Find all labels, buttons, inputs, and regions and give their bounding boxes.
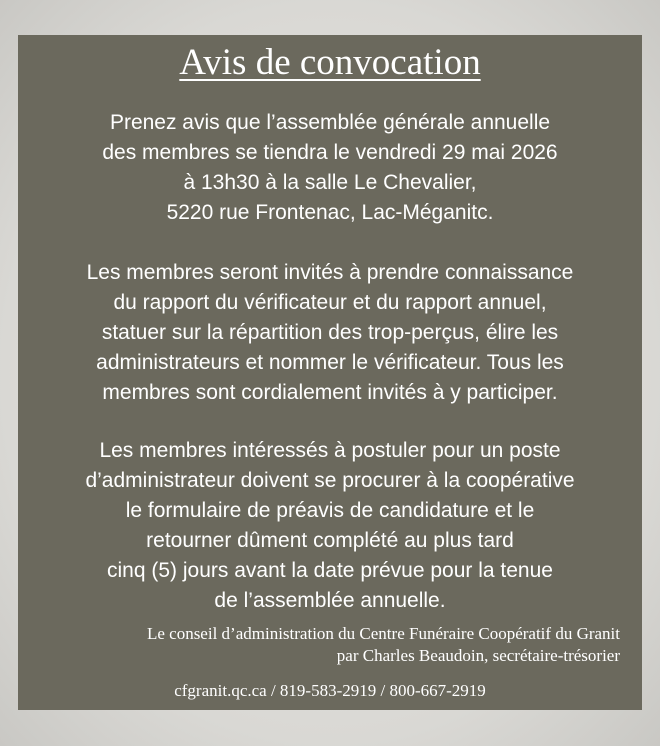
contact-line: cfgranit.qc.ca / 819-583-2919 / 800-667-2919 [174,681,486,700]
paragraph-line: d’administrateur doivent se procurer à la coopérative [85,469,575,492]
notice-title: Avis de convocation [179,42,481,83]
paragraph-line: de l’assemblée annuelle. [214,589,446,612]
signature-line: Le conseil d’administration du Centre Funéraire Coopératif du Granit [146,624,620,643]
paragraph-line: administrateurs et nommer le vérificateur. Tous les [96,351,564,374]
agenda-paragraph [18,258,642,408]
notice-panel [18,35,642,710]
paragraph-line: statuer sur la répartition des trop-perçus, élire les [101,321,559,344]
paragraph-line: à 13h30 à la salle Le Chevalier, [183,171,477,194]
paragraph-line: Prenez avis que l’assemblée générale annuelle [109,111,551,134]
paragraph-line: Les membres intéressés à postuler pour un poste [99,439,561,462]
paragraph-line: le formulaire de préavis de candidature et le [125,499,535,522]
paragraph-line: des membres se tiendra le vendredi 29 mai 2026 [102,141,558,164]
signature-line: par Charles Beaudoin, secrétaire-trésorier [336,646,620,665]
paragraph-line: du rapport du vérificateur et du rapport annuel, [113,291,547,314]
paragraph-line: Les membres seront invités à prendre connaissance [86,261,574,284]
paragraph-line: membres sont cordialement invités à y participer. [102,381,558,404]
paragraph-line: 5220 rue Frontenac, Lac-Méganitc. [166,201,494,224]
signature-block [147,623,620,667]
meeting-announcement-paragraph [18,108,642,228]
paragraph-line: retourner dûment complété au plus tard [146,529,514,552]
candidacy-paragraph [18,436,642,616]
paragraph-line: cinq (5) jours avant la date prévue pour la tenue [107,559,553,582]
